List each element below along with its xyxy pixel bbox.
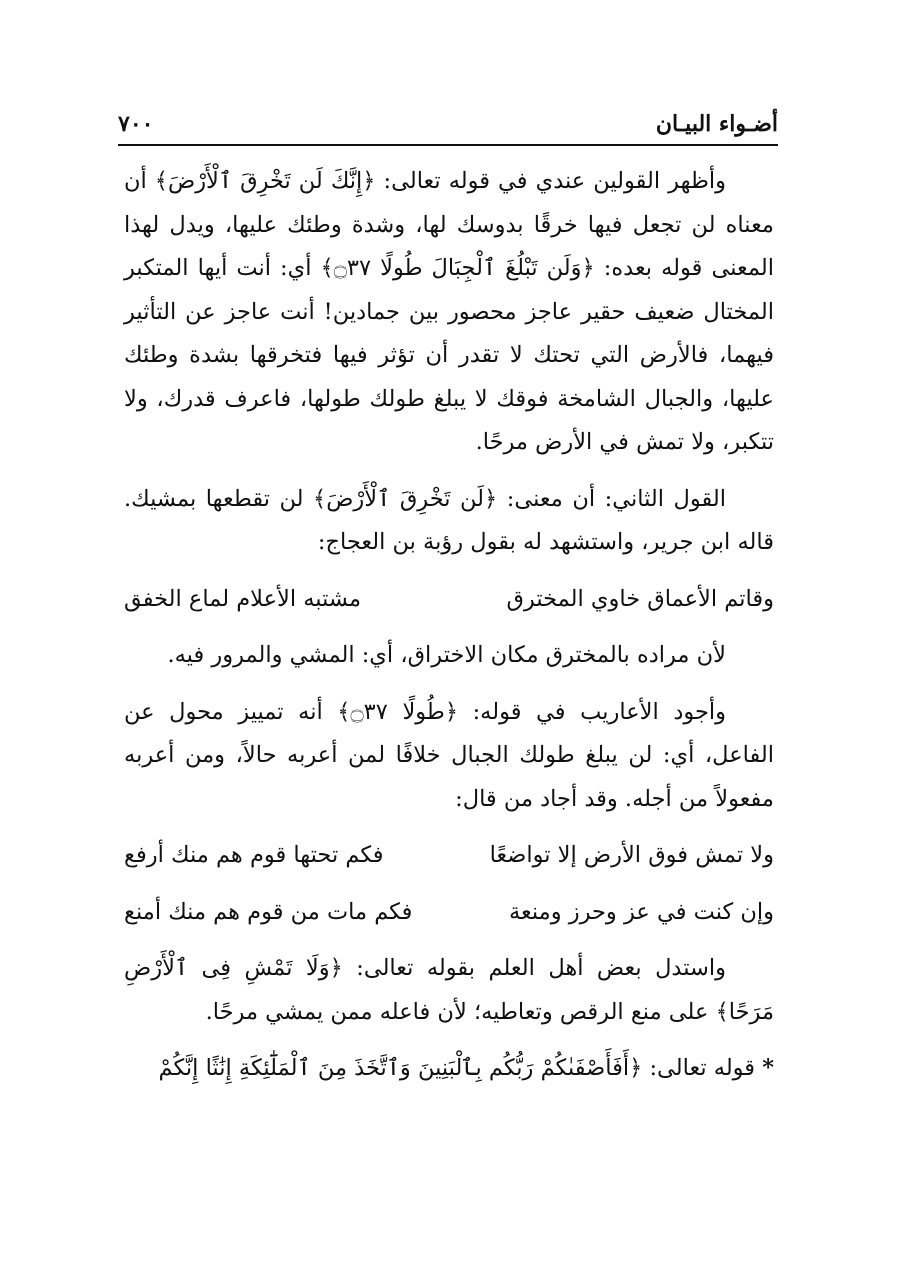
- paragraph-4: وأجود الأعاريب في قوله: ﴿طُولًا ۝٣٧﴾ أنه تمييز محول عن الفاعل، أي: لن يبلغ طولك الجبال خلافًا لمن أعربه حالاً، ومن أعربه مفعولاً من أجله. وقد أجاد من قال:: [124, 698, 774, 812]
- paragraph-5: واستدل بعض أهل العلم بقوله تعالى: ﴿وَلَا تَمْشِ فِى ٱلْأَرْضِ مَرَحًا﴾ على منع الرقص وتعاطيه؛ لأن فاعله ممن يمشي مرحًا.: [124, 955, 774, 1025]
- poetry-line: [124, 891, 774, 935]
- next-section-heading: [124, 1047, 774, 1091]
- verse-second-hemistich: مشتبه الأعلام لماع الخفق: [124, 585, 362, 612]
- section-bullet: *: [762, 1055, 774, 1081]
- page-body: [124, 160, 774, 1091]
- next-section-text: قوله تعالى: ﴿أَفَأَصْفَىٰكُمْ رَبُّكُم بِٱلْبَنِينَ وَٱتَّخَذَ مِنَ ٱلْمَلَٰٓئِكَةِ إِنَٰثًا إِنَّكُمْ: [158, 1055, 756, 1081]
- verse-second-hemistich: فكم تحتها قوم هم منك أرفع: [124, 842, 384, 868]
- verse-first-hemistich: وقاتم الأعماق خاوي المخترق: [506, 585, 774, 612]
- paragraph-2: القول الثاني: أن معنى: ﴿لَن تَخْرِقَ ٱلْأَرْضَ﴾ لن تقطعها بمشيك. قاله ابن جرير، واستشهد له بقول رؤبة بن العجاج:: [124, 485, 774, 555]
- page-number: ٧٠٠: [118, 111, 154, 137]
- poetry-line: [124, 578, 774, 622]
- poetry-line: [124, 834, 774, 878]
- paragraph-3: لأن مراده بالمخترق مكان الاختراق، أي: المشي والمرور فيه.: [167, 642, 726, 668]
- verse-second-hemistich: فكم مات من قوم هم منك أمنع: [124, 898, 413, 925]
- page-header: [118, 104, 778, 146]
- verse-first-hemistich: وإن كنت في عز وحرز ومنعة: [508, 898, 774, 925]
- paragraph-1: وأظهر القولين عندي في قوله تعالى: ﴿إِنَّكَ لَن تَخْرِقَ ٱلْأَرْضَ﴾ أن معناه لن تجعل فيها خرقًا بدوسك لها، وشدة وطئك عليها، ويدل لهذا المعنى قوله بعده: ﴿وَلَن تَبْلُغَ ٱلْجِبَالَ طُولًا ۝٣٧﴾ أي: أنت أيها المتكبر المختال ضعيف حقير عاجز محصور بين جمادين! أنت عاجز عن التأثير فيهما، فالأرض التي تحتك لا تقدر أن تؤثر فيها فتخرقها بشدة وطئك عليها، والجبال الشامخة فوقك لا يبلغ طولك طولها، فاعرف قدرك، ولا تتكبر، ولا تمش في الأرض مرحًا.: [124, 168, 774, 455]
- book-title: أضـواء البيـان: [655, 111, 778, 137]
- verse-first-hemistich: ولا تمش فوق الأرض إلا تواضعًا: [489, 842, 774, 868]
